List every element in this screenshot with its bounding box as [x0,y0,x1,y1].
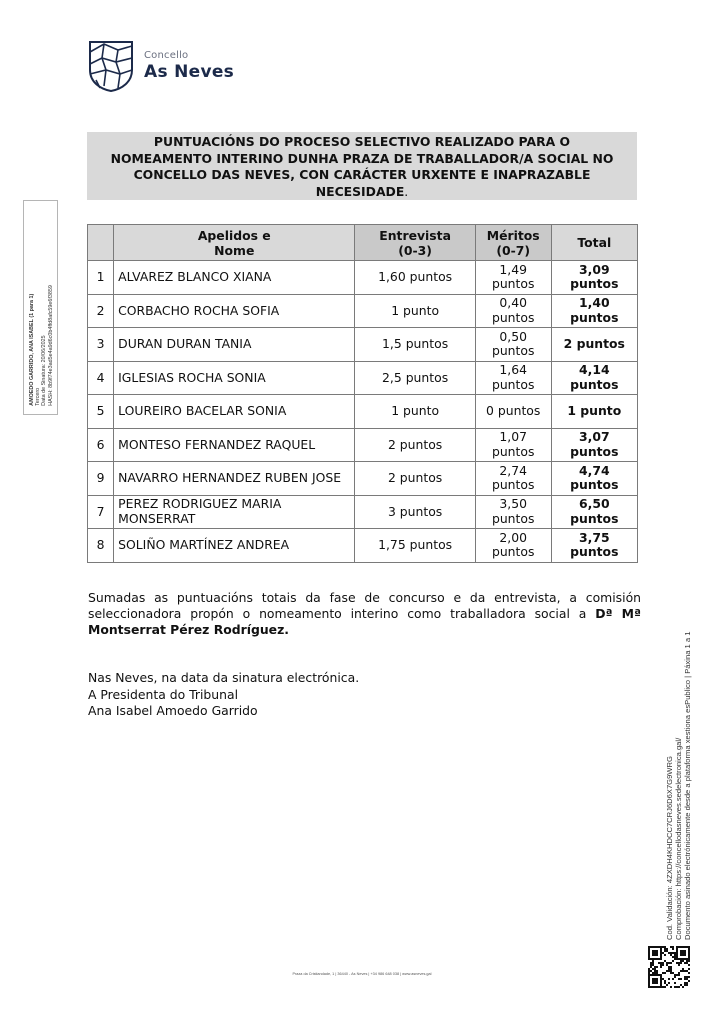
signature-block [88,670,359,720]
qr-module [686,982,688,984]
candidate-name: MONTESO FERNANDEZ RAQUEL [114,428,355,462]
qr-module [666,950,668,952]
qr-module [670,968,672,970]
qr-module [668,966,670,968]
qr-module [688,980,690,982]
validation-url[interactable]: Comprobación: https://concellodasneves.sedelectronica.gal/ [674,737,683,940]
qr-module [666,962,668,964]
entrevista-score: 2 puntos [355,428,475,462]
validation-text [665,632,692,940]
qr-module [674,982,676,984]
qr-module [686,960,688,962]
row-number: 9 [88,462,114,496]
total-score: 1,40 puntos [551,294,637,328]
qr-module [680,978,682,980]
entrevista-score: 1,60 puntos [355,261,475,295]
qr-module [680,960,682,962]
qr-module [652,950,658,956]
stamp-signer: AMOEDO GARRIDO, ANA ISABEL (1 para 1) [29,293,35,406]
qr-module [684,978,686,980]
qr-module [672,960,674,962]
conclusion-text: Sumadas as puntuacións totais da fase de concurso e da entrevista, a comisión seleccionadora propón o nomeamento interino como traballadora social a [88,590,641,621]
total-score: 3,75 puntos [551,529,637,563]
qr-module [650,966,652,968]
entrevista-score: 2 puntos [355,462,475,496]
qr-module [652,962,654,964]
validation-note: Documento asinado electrónicamente desde a plataforma xestiona esPublico | Páxina 1 a 1 [683,631,692,940]
row-number: 7 [88,495,114,529]
title-line: CONCELLO DAS NEVES, CON CARÁCTER URXENTE E INAPRAZABLE [133,167,591,182]
qr-module [682,968,684,970]
qr-module [660,964,662,966]
qr-module [672,956,674,958]
qr-module [672,948,674,950]
qr-module [676,986,678,988]
table-row [88,361,638,395]
qr-module [678,964,680,966]
qr-module [654,966,656,968]
total-score: 1 punto [551,395,637,429]
validation-code: Cod. Validación: 4ZXDH4KHDCC7CRJ6D6X7G9WRG [665,756,674,940]
selected-candidate: Dª Mª Montserrat Pérez Rodríguez. [88,606,642,637]
scores-table [87,224,638,563]
qr-module [666,964,668,966]
candidate-name: DURAN DURAN TANIA [114,328,355,362]
header-name: Apelidos e Nome [114,225,355,261]
row-number: 2 [88,294,114,328]
row-number: 5 [88,395,114,429]
table-row [88,395,638,429]
qr-module [688,976,690,978]
qr-module [674,976,676,978]
table-row [88,328,638,362]
qr-module [672,978,674,980]
qr-module [666,948,668,950]
qr-module [664,980,666,982]
total-score: 3,09 puntos [551,261,637,295]
table-row [88,462,638,496]
row-number: 4 [88,361,114,395]
candidate-name: PEREZ RODRIGUEZ MARIA MONSERRAT [114,495,355,529]
row-number: 1 [88,261,114,295]
candidate-name: IGLESIAS ROCHA SONIA [114,361,355,395]
qr-module [652,964,654,966]
qr-module [664,948,666,950]
qr-module [680,950,686,956]
meritos-score: 0 puntos [475,395,551,429]
qr-module [688,964,690,966]
total-score: 4,14 puntos [551,361,637,395]
qr-module [660,966,662,968]
shield-icon [88,40,134,92]
row-number: 3 [88,328,114,362]
meritos-score: 1,64 puntos [475,361,551,395]
qr-module [664,960,666,962]
concello-logo [88,40,234,92]
qr-module [684,976,686,978]
qr-module [664,950,666,952]
qr-module [674,952,676,954]
entrevista-score: 1,5 puntos [355,328,475,362]
qr-module [686,984,688,986]
row-number: 6 [88,428,114,462]
title-line: PUNTUACIÓNS DO PROCESO SELECTIVO REALIZADO PARA O [153,134,571,149]
qr-module [652,968,654,970]
signature-role: A Presidenta do Tribunal [88,686,239,702]
qr-module [656,966,658,968]
qr-module [662,946,664,948]
qr-module [658,962,660,964]
candidate-name: CORBACHO ROCHA SOFIA [114,294,355,328]
qr-module [668,982,670,984]
qr-module [668,968,670,970]
total-score: 2 puntos [551,328,637,362]
meritos-score: 0,50 puntos [475,328,551,362]
logo-subtitle: Concello [144,50,189,61]
candidate-name: NAVARRO HERNANDEZ RUBEN JOSE [114,462,355,496]
title-line: NOMEAMENTO INTERINO DUNHA PRAZA DE TRABALLADOR/A SOCIAL NO [110,150,614,166]
qr-module [682,986,684,988]
qr-module [650,962,652,964]
qr-module [676,962,678,964]
candidate-name: LOUREIRO BACELAR SONIA [114,395,355,429]
signature-stamp [23,200,58,415]
meritos-score: 1,49 puntos [475,261,551,295]
table-row [88,529,638,563]
header-total: Total [551,225,637,261]
entrevista-score: 2,5 puntos [355,361,475,395]
qr-module [672,946,674,948]
signature-place-date: Nas Neves, na data da sinatura electrónica. [88,670,360,685]
qr-module [648,968,650,970]
qr-module [664,986,666,988]
entrevista-score: 1 punto [355,395,475,429]
qr-module [674,986,676,988]
qr-module [662,962,664,964]
qr-module [668,978,670,980]
qr-module [688,968,690,970]
total-score: 3,07 puntos [551,428,637,462]
qr-module [664,954,666,956]
title-line: NECESIDADE. [315,183,409,199]
qr-module [674,958,676,960]
stamp-hash: HASH: 8b9f74e3ad5e4a9d6c0b4ffd8afc59e6f3859 [47,285,54,406]
page-footer: Praza da Cristiandade, 1 | 36440 - As Neves | +34 986 648 038 | www.asneves.gal [292,972,432,976]
header-entrevista: Entrevista (0-3) [355,225,475,261]
qr-module [680,962,682,964]
qr-module [684,984,686,986]
qr-module [686,976,688,978]
qr-module [670,986,672,988]
total-score: 4,74 puntos [551,462,637,496]
table-row [88,495,638,529]
qr-module [684,962,686,964]
qr-module [652,960,654,962]
qr-module [672,952,674,954]
meritos-score: 2,74 puntos [475,462,551,496]
qr-module [662,978,664,980]
qr-module [670,962,672,964]
qr-module [682,960,684,962]
document-title [87,132,637,200]
qr-module [670,954,672,956]
total-score: 6,50 puntos [551,495,637,529]
stamp-date: Data de Sinatura: 20/06/2025 [41,335,48,406]
qr-module [668,962,670,964]
row-number: 8 [88,529,114,563]
qr-module [684,982,686,984]
qr-module [660,962,662,964]
qr-module [668,952,670,954]
qr-code-icon [648,946,690,988]
qr-module [662,952,664,954]
meritos-score: 0,40 puntos [475,294,551,328]
qr-module [686,962,688,964]
table-header-row [88,225,638,261]
signature-name: Ana Isabel Amoedo Garrido [88,703,258,718]
qr-module [674,956,676,958]
qr-module [666,984,668,986]
table-row [88,261,638,295]
qr-module [662,964,664,966]
meritos-score: 1,07 puntos [475,428,551,462]
header-num [88,225,114,261]
stamp-role: Tercero [35,388,42,406]
qr-module [652,978,658,984]
meritos-score: 2,00 puntos [475,529,551,563]
conclusion-paragraph [88,590,641,638]
qr-module [664,982,666,984]
qr-module [680,984,682,986]
qr-module [678,962,680,964]
qr-module [686,978,688,980]
qr-module [650,964,652,966]
entrevista-score: 1,75 puntos [355,529,475,563]
qr-module [670,946,672,948]
header-meritos: Méritos (0-7) [475,225,551,261]
qr-module [688,960,690,962]
qr-module [664,946,666,948]
qr-module [678,978,680,980]
qr-module [670,966,672,968]
candidate-name: SOLIÑO MARTÍNEZ ANDREA [114,529,355,563]
candidate-name: ALVAREZ BLANCO XIANA [114,261,355,295]
qr-module [670,952,672,954]
table-row [88,294,638,328]
entrevista-score: 3 puntos [355,495,475,529]
table-row [88,428,638,462]
qr-module [678,986,680,988]
meritos-score: 3,50 puntos [475,495,551,529]
qr-module [662,986,664,988]
logo-title: As Neves [144,62,235,82]
entrevista-score: 1 punto [355,294,475,328]
qr-module [674,954,676,956]
qr-module [654,968,656,970]
